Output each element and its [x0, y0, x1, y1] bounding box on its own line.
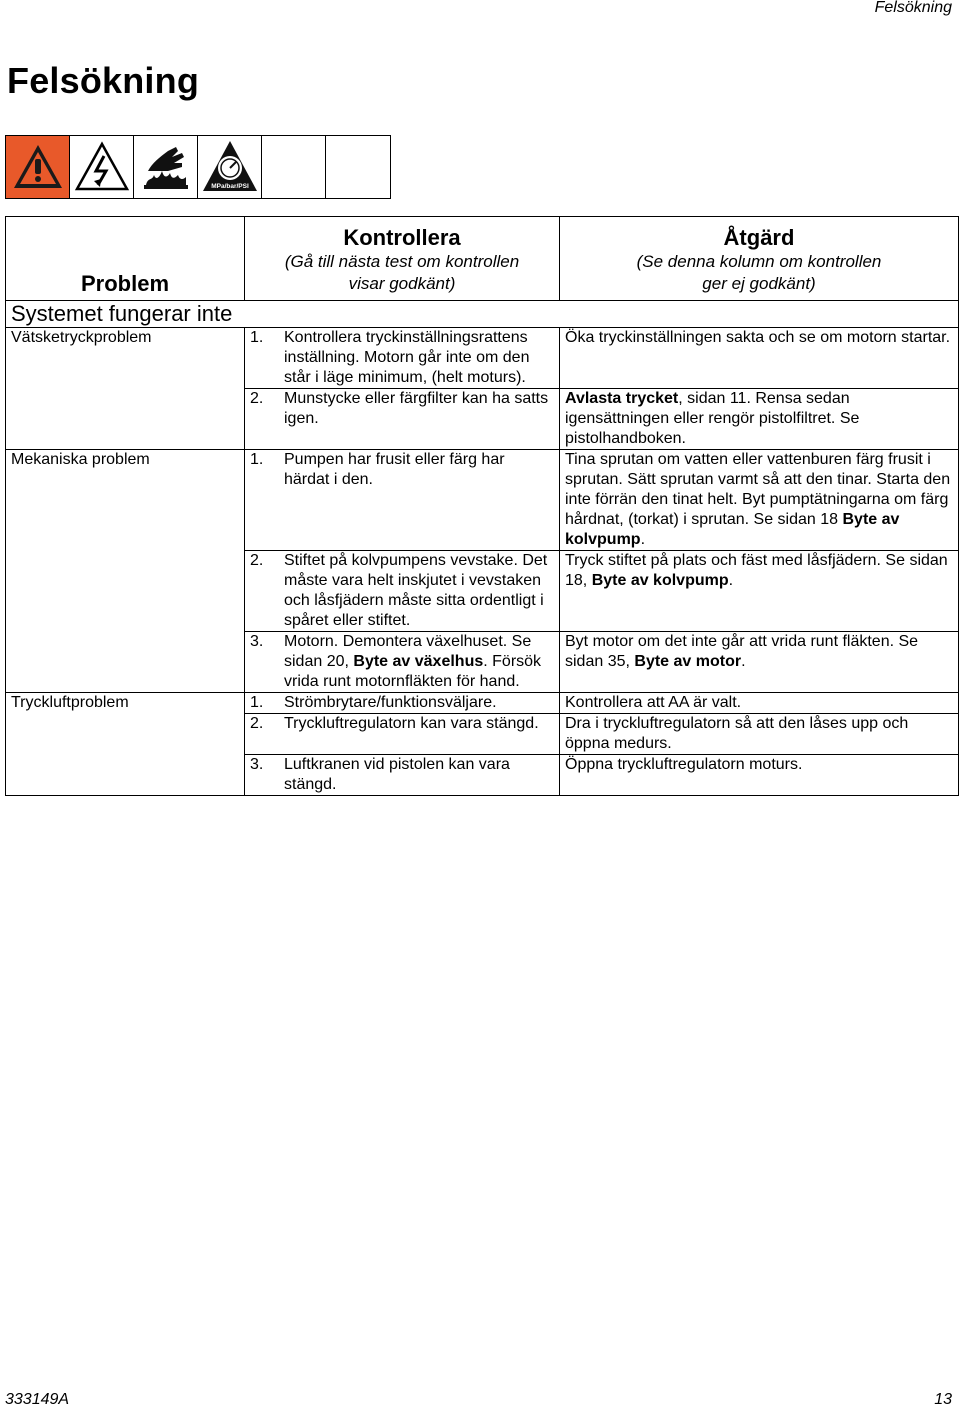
table-row	[6, 328, 959, 389]
action-cell	[560, 632, 959, 693]
general-warning-icon	[6, 136, 70, 198]
action-text-end: .	[640, 531, 646, 548]
warning-icon-strip	[5, 135, 391, 199]
step-number: 1.	[250, 329, 264, 346]
section-heading: Systemet fungerar inte	[6, 301, 959, 328]
action-text: Tryck stiftet på plats och fäst med låsfjädern. Se sidan 18,	[565, 552, 948, 589]
burn-hazard-icon	[134, 136, 198, 198]
action-subtitle-1: (Se denna kolumn om kontrollen	[636, 252, 882, 271]
check-cell	[245, 551, 560, 632]
action-text: , sidan 11. Rensa sedan igensättningen eller rengör pistolfiltret. Se pistolhandboken.	[565, 390, 860, 447]
step-number: 2.	[250, 715, 264, 732]
table-row	[6, 450, 959, 551]
check-cell	[245, 693, 560, 714]
check-cell	[245, 632, 560, 693]
document-number: 333149A	[5, 1391, 70, 1408]
check-cell	[245, 714, 560, 755]
running-header: Felsökning	[874, 0, 952, 16]
step-number: 3.	[250, 756, 264, 773]
action-bold-ref: Byte av kolvpump	[591, 572, 729, 589]
electric-shock-icon	[70, 136, 134, 198]
action-text-end: .	[728, 572, 734, 589]
step-number: 1.	[250, 451, 264, 468]
empty-icon-slot	[262, 136, 326, 198]
problem-cell: Vätsketryckproblem	[6, 328, 245, 450]
action-cell	[560, 450, 959, 551]
problem-cell: Tryckluftproblem	[6, 693, 245, 796]
action-bold-ref: Byte av kolvpump	[565, 511, 900, 548]
check-text: Stiftet på kolvpumpens vevstake. Det måste vara helt inskjutet i vevstaken och låsfjädern måste sitta ordentligt i spåret eller stiftet.	[284, 552, 548, 629]
check-text: Munstycke eller färgfilter kan ha satts igen.	[284, 390, 549, 427]
check-text: Luftkranen vid pistolen kan vara stängd.	[284, 756, 510, 793]
check-title: Kontrollera	[343, 225, 461, 250]
check-text: Tryckluftregulatorn kan vara stängd.	[284, 715, 539, 732]
check-text	[284, 632, 554, 692]
action-cell	[560, 551, 959, 632]
action-title: Åtgärd	[723, 225, 795, 250]
troubleshooting-table	[5, 216, 959, 796]
action-subtitle-2: ger ej godkänt)	[702, 274, 816, 293]
table-row	[6, 693, 959, 714]
check-text-start: Motorn. Demontera växelhuset. Se sidan 20,	[284, 633, 532, 670]
step-number: 2.	[250, 390, 264, 407]
check-text: Kontrollera tryckinställningsrattens inställning. Motorn går inte om den står i läge minimum, (helt moturs).	[284, 329, 530, 386]
step-number: 2.	[250, 552, 264, 569]
page-number: 13	[934, 1391, 952, 1408]
page-title: Felsökning	[7, 60, 200, 101]
action-cell: Öka tryckinställningen sakta och se om motorn startar.	[560, 328, 959, 389]
check-text: Strömbrytare/funktionsväljare.	[284, 694, 497, 711]
column-header-check	[245, 217, 560, 301]
action-text-end: .	[741, 653, 746, 670]
check-cell	[245, 755, 560, 796]
empty-icon-slot	[326, 136, 390, 198]
gauge-unit-label: MPa/bar/PSI	[210, 183, 249, 190]
check-subtitle-1: (Gå till nästa test om kontrollen	[284, 252, 520, 271]
action-bold-ref: Avlasta trycket	[565, 390, 679, 407]
check-bold-ref: Byte av växelhus	[353, 653, 484, 670]
check-cell	[245, 450, 560, 551]
step-number: 3.	[250, 633, 264, 650]
problem-cell: Mekaniska problem	[6, 450, 245, 693]
pressure-gauge-icon	[198, 136, 262, 198]
action-cell: Kontrollera att AA är valt.	[560, 693, 959, 714]
check-subtitle-2: visar godkänt)	[348, 274, 456, 293]
action-text: Byt motor om det inte går att vrida runt fläkten. Se sidan 35,	[565, 633, 919, 670]
step-number: 1.	[250, 694, 264, 711]
check-text: Pumpen har frusit eller färg har härdat i den.	[284, 451, 505, 488]
check-cell	[245, 389, 560, 450]
check-text-end: . Försök vrida runt motornfläkten för hand.	[284, 653, 542, 690]
check-cell	[245, 328, 560, 389]
action-cell	[560, 389, 959, 450]
column-header-problem: Problem	[6, 217, 245, 301]
action-bold-ref: Byte av motor	[634, 653, 742, 670]
action-cell: Dra i tryckluftregulatorn så att den låses upp och öppna medurs.	[560, 714, 959, 755]
action-text: Tina sprutan om vatten eller vattenburen färg frusit i sprutan. Sätt sprutan varmt så att den tinar. Starta den inte förrän den tinat helt. Byt pumptätningarna om färg hårdnat, (torkat) i sprutan. Se sidan 18	[565, 451, 951, 528]
action-cell: Öppna tryckluftregulatorn moturs.	[560, 755, 959, 796]
column-header-action	[560, 217, 959, 301]
